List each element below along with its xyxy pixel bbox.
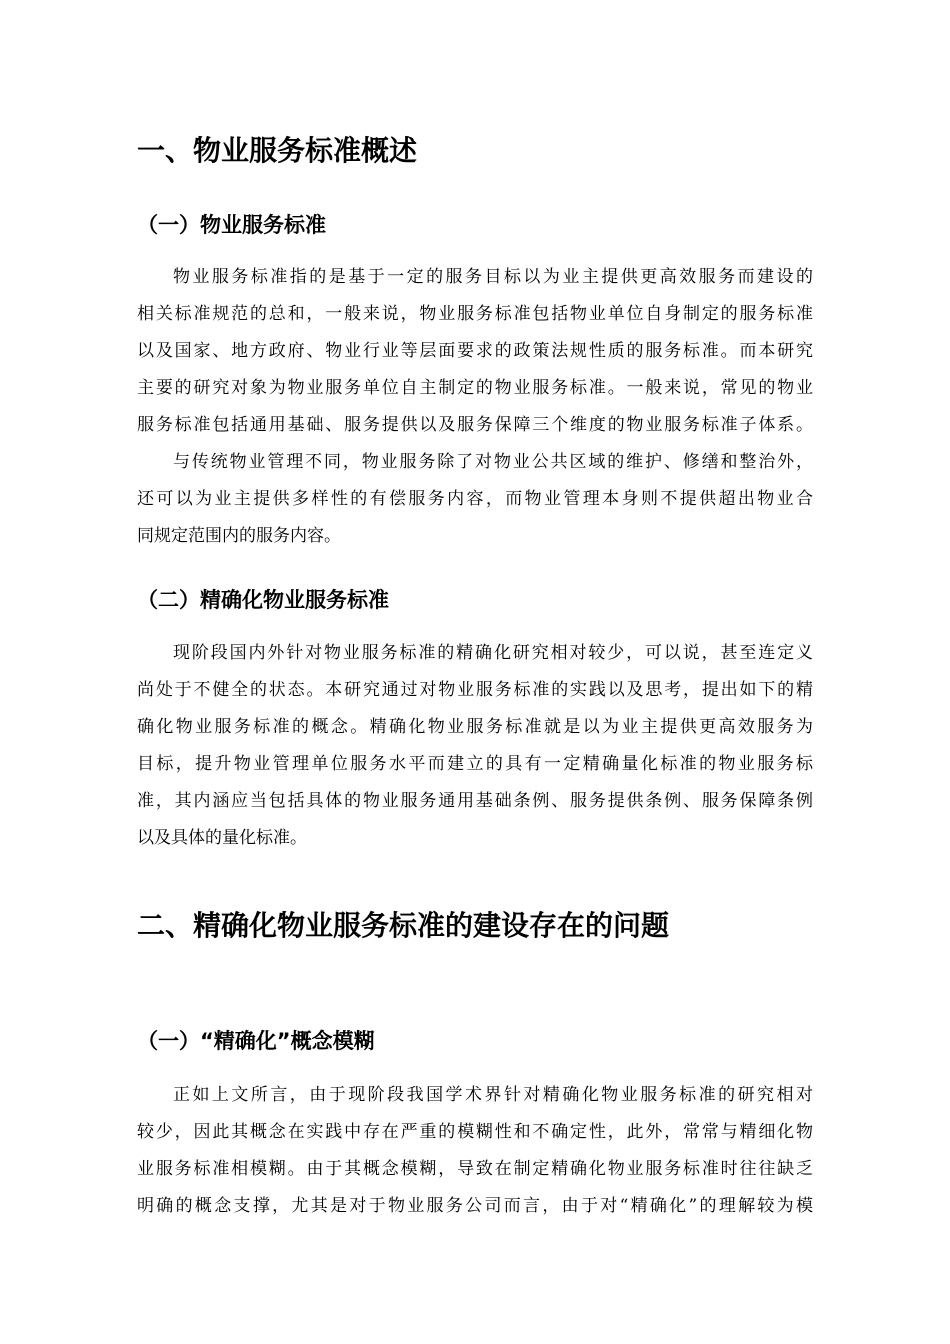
subsection-heading-1-1: （一）物业服务标准 bbox=[137, 213, 326, 237]
text-line: 明确的概念支撑，尤其是对于物业服务公司而言，由于对“精确化”的理解较为模 bbox=[137, 1196, 813, 1216]
text-line: 准，其内涵应当包括具体的物业服务通用基础条例、服务提供条例、服务保障条例 bbox=[137, 791, 813, 811]
text-line: 以及具体的量化标准。 bbox=[137, 828, 307, 848]
text-line: 正如上文所言，由于现阶段我国学术界针对精确化物业服务标准的研究相对 bbox=[173, 1085, 813, 1105]
text-line: 尚处于不健全的状态。本研究通过对物业服务标准的实践以及思考，提出如下的精 bbox=[137, 680, 813, 700]
text-line: 相关标准规范的总和，一般来说，物业服务标准包括物业单位自身制定的服务标准 bbox=[137, 304, 813, 324]
text-line: 较少，因此其概念在实践中存在严重的模糊性和不确定性，此外，常常与精细化物 bbox=[137, 1122, 813, 1142]
text-line: 服务标准包括通用基础、服务提供以及服务保障三个维度的物业服务标准子体系。 bbox=[137, 415, 813, 435]
paragraph-1-1-1 bbox=[137, 259, 813, 444]
subsection-heading-1-2: （二）精确化物业服务标准 bbox=[137, 588, 389, 612]
text-line: 确化物业服务标准的概念。精确化物业服务标准就是以为业主提供更高效服务为 bbox=[137, 717, 813, 737]
paragraph-1-2-1 bbox=[137, 635, 813, 857]
text-line: 主要的研究对象为物业服务单位自主制定的物业服务标准。一般来说，常见的物业 bbox=[137, 378, 813, 398]
text-line: 同规定范围内的服务内容。 bbox=[137, 526, 341, 546]
text-line: 以及国家、地方政府、物业行业等层面要求的政策法规性质的服务标准。而本研究 bbox=[137, 341, 813, 361]
section-heading-1: 一、物业服务标准概述 bbox=[137, 134, 418, 167]
text-line: 还可以为业主提供多样性的有偿服务内容，而物业管理本身则不提供超出物业合 bbox=[137, 489, 813, 509]
text-line: 物业服务标准指的是基于一定的服务目标以为业主提供更高效服务而建设的 bbox=[173, 267, 813, 287]
text-line: 与传统物业管理不同，物业服务除了对物业公共区域的维护、修缮和整治外， bbox=[173, 452, 813, 472]
text-line: 现阶段国内外针对物业服务标准的精确化研究相对较少，可以说，甚至连定义 bbox=[173, 643, 813, 663]
text-line: 业服务标准相模糊。由于其概念模糊，导致在制定精确化物业服务标准时往往缺乏 bbox=[137, 1159, 813, 1179]
paragraph-1-1-2 bbox=[137, 444, 813, 555]
subsection-heading-2-1: （一）“精确化”概念模糊 bbox=[137, 1029, 375, 1053]
section-heading-2: 二、精确化物业服务标准的建设存在的问题 bbox=[137, 909, 670, 942]
paragraph-2-1-1 bbox=[137, 1077, 813, 1225]
text-line: 目标，提升物业管理单位服务水平而建立的具有一定精确量化标准的物业服务标 bbox=[137, 754, 813, 774]
